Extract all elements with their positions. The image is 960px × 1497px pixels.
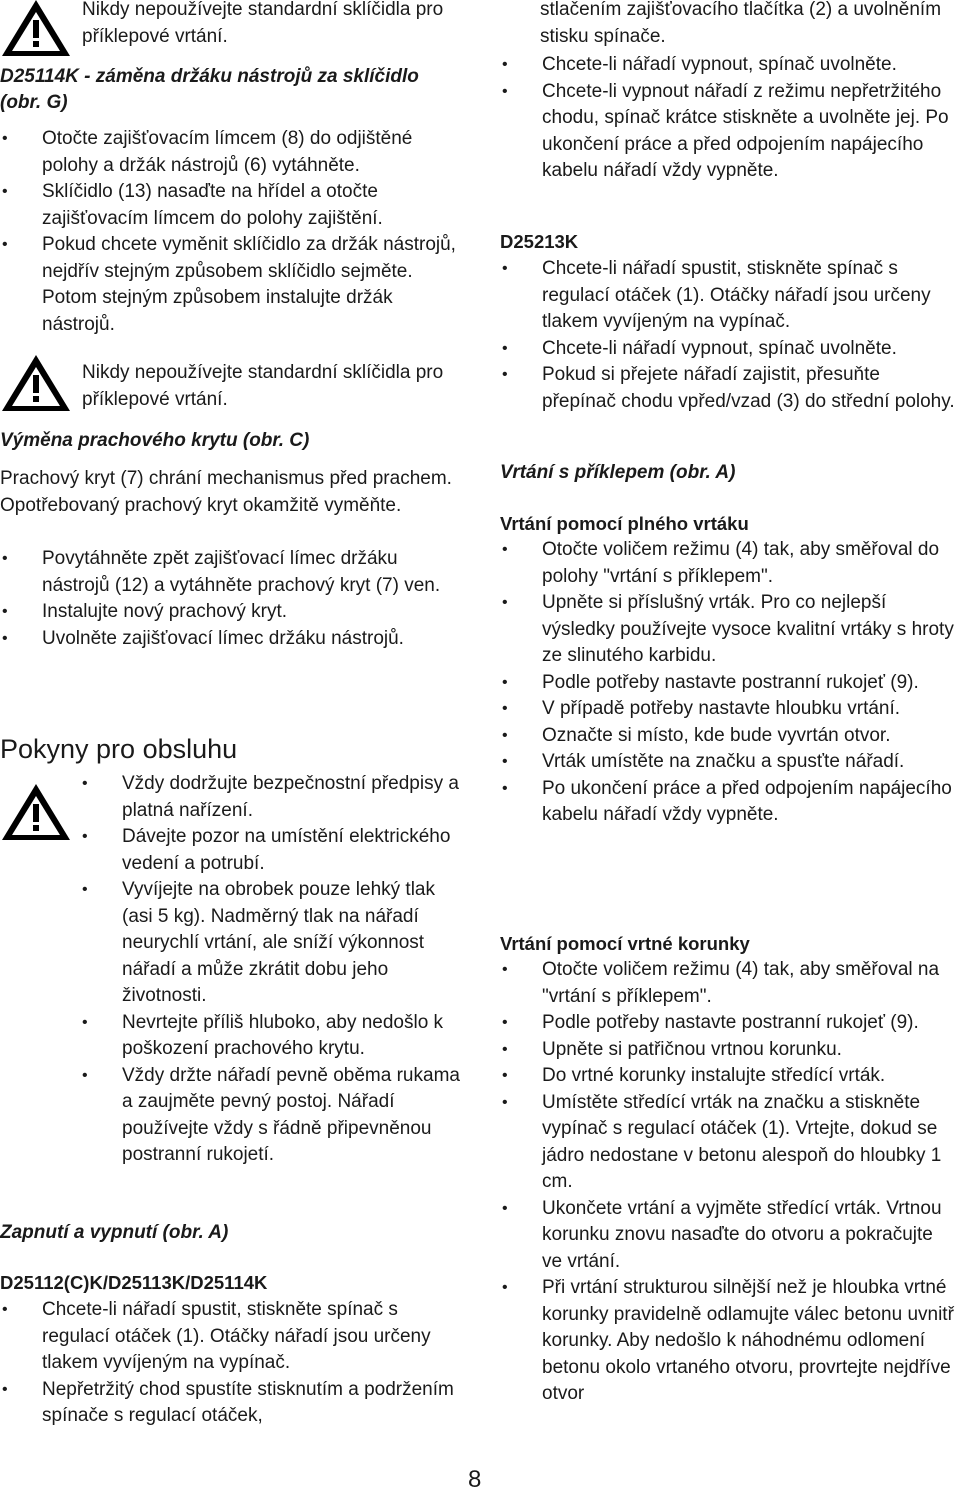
list-item: • Ukončete vrtání a vyjměte středící vrták. Vrtnou korunku znovu nasaďte do otvoru a pokračujte ve vrtání. [500, 1196, 958, 1276]
list-item: • Vždy dodržujte bezpečnostní předpisy a platná nařízení. [80, 771, 465, 824]
subsection-solid-bit: Vrtání pomocí plného vrtáku [500, 513, 749, 534]
list-item: • Chcete-li nářadí vypnout, spínač uvolněte. [500, 336, 958, 363]
list-dust-cover [0, 546, 465, 652]
list-item: • Otočte voličem režimu (4) tak, aby směřoval do polohy "vrtání s příklepem". [500, 537, 958, 590]
list-continued [500, 52, 958, 185]
list-core-bit [500, 957, 958, 1408]
warning-triangle-icon [0, 0, 72, 58]
list-item: • Upněte si příslušný vrták. Pro co nejlepší výsledky používejte vysoce kvalitní vrtáky s hroty ze slinutého karbidu. [500, 590, 958, 670]
list-item: • Podle potřeby nastavte postranní rukojeť (9). [500, 670, 958, 697]
list-item: • Instalujte nový prachový kryt. [0, 599, 465, 626]
section-title-hammer-drilling: Vrtání s příklepem (obr. A) [500, 462, 736, 483]
list-item: • Chcete-li vypnout nářadí z režimu nepřetržitého chodu, spínač krátce stiskněte a uvolněte jej. Po ukončení práce a před odpojením napájecího kabelu nářadí vždy vypněte. [500, 79, 958, 185]
section-title-dust-cover: Výměna prachového krytu (obr. C) [0, 430, 310, 451]
list-safety [80, 771, 465, 1169]
list-item: • Pokud chcete vyměnit sklíčidlo za držák nástrojů, nejdřív stejným způsobem sklíčidlo sejměte. Potom stejným způsobem instalujte držák nástrojů. [0, 232, 465, 338]
list-item: • Po ukončení práce a před odpojením napájecího kabelu nářadí vždy vypněte. [500, 776, 958, 829]
dust-cover-paragraph: Prachový kryt (7) chrání mechanismus před prachem. Opotřebovaný prachový kryt okamžitě vyměňte. [0, 468, 452, 516]
list-switching [0, 1297, 465, 1430]
list-item: • Otočte zajišťovacím límcem (8) do odjištěné polohy a držák nástrojů (6) vytáhněte. [0, 126, 465, 179]
list-item: • Při vrtání strukturou silnější než je hloubka vrtné korunky pravidelně odlamujte válec betonu uvnitř korunky. Aby nedošlo k náhodnému odlomení betonu okolo vrtaného otvoru, provrtejte nejdříve otvor [500, 1275, 958, 1408]
list-item: • Chcete-li nářadí vypnout, spínač uvolněte. [500, 52, 958, 79]
section-title-switching: Zapnutí a vypnutí (obr. A) [0, 1222, 229, 1243]
warning-text-1: Nikdy nepoužívejte standardní sklíčidla pro příklepové vrtání. [82, 0, 444, 47]
list-item: • Chcete-li nářadí spustit, stiskněte spínač s regulací otáček (1). Otáčky nářadí jsou určeny tlakem vyvíjeným na vypínač. [500, 256, 958, 336]
list-item: • Chcete-li nářadí spustit, stiskněte spínač s regulací otáček (1). Otáčky nářadí jsou určeny tlakem vyvíjeným na vypínač. [0, 1297, 465, 1377]
list-item: • Nepřetržitý chod spustíte stisknutím a podržením spínače s regulací otáček, [0, 1377, 465, 1430]
list-d25213k [500, 256, 958, 415]
list-item: • Sklíčidlo (13) nasaďte na hřídel a otočte zajišťovacím límcem do polohy zajištění. [0, 179, 465, 232]
list-item: • Podle potřeby nastavte postranní rukojeť (9). [500, 1010, 958, 1037]
list-solid-bit [500, 537, 958, 829]
list-tool-holder [0, 126, 465, 338]
list-item: • Vyvíjejte na obrobek pouze lehký tlak (asi 5 kg). Nadměrný tlak na nářadí neurychlí vrtání, ale sníží výkonnost nářadí a může zkrátit dobu jeho životnosti. [80, 877, 465, 1010]
list-item: • V případě potřeby nastavte hloubku vrtání. [500, 696, 958, 723]
warning-block-2 [0, 355, 470, 415]
list-item: • Nevrtejte příliš hluboko, aby nedošlo k poškození prachového krytu. [80, 1010, 465, 1063]
list-item: • Otočte voličem režimu (4) tak, aby směřoval na "vrtání s příklepem". [500, 957, 958, 1010]
list-item: • Vrták umístěte na značku a spusťte nářadí. [500, 749, 958, 776]
section-title-tool-holder: D25114K - záměna držáku nástrojů za sklíčidlo (obr. G) [0, 66, 419, 113]
warning-triangle-icon [0, 353, 72, 413]
model-d25213k-title: D25213K [500, 231, 579, 252]
heading-operating-instructions: Pokyny pro obsluhu [0, 734, 238, 764]
warning-block-1 [0, 0, 470, 60]
page-number: 8 [468, 1466, 482, 1493]
subsection-core-bit: Vrtání pomocí vrtné korunky [500, 933, 750, 954]
list-item: • Dávejte pozor na umístění elektrického vedení a potrubí. [80, 824, 465, 877]
continued-text: stlačením zajišťovacího tlačítka (2) a uvolněním stisku spínače. [540, 0, 942, 47]
list-item: • Upněte si patřičnou vrtnou korunku. [500, 1037, 958, 1064]
model-subtitle: D25112(C)K/D25113K/D25114K [0, 1272, 268, 1293]
list-item: • Povytáhněte zpět zajišťovací límec držáku nástrojů (12) a vytáhněte prachový kryt (7) ven. [0, 546, 465, 599]
warning-text-2: Nikdy nepoužívejte standardní sklíčidla pro příklepové vrtání. [82, 362, 444, 410]
list-item: • Uvolněte zajišťovací límec držáku nástrojů. [0, 626, 465, 653]
list-item: • Do vrtné korunky instalujte středící vrták. [500, 1063, 958, 1090]
list-item: • Vždy držte nářadí pevně oběma rukama a zaujměte pevný postoj. Nářadí používejte vždy s řádně připevněnou postranní rukojetí. [80, 1063, 465, 1169]
list-item: • Umístěte středící vrták na značku a stiskněte vypínač s regulací otáček (1). Vrtejte, dokud se jádro nedostane v betonu alespoň do hloubky 1 cm. [500, 1090, 958, 1196]
list-item: • Pokud si přejete nářadí zajistit, přesuňte přepínač chodu vpřed/vzad (3) do střední polohy. [500, 362, 958, 415]
warning-triangle-icon [0, 782, 72, 842]
list-item: • Označte si místo, kde bude vyvrtán otvor. [500, 723, 958, 750]
